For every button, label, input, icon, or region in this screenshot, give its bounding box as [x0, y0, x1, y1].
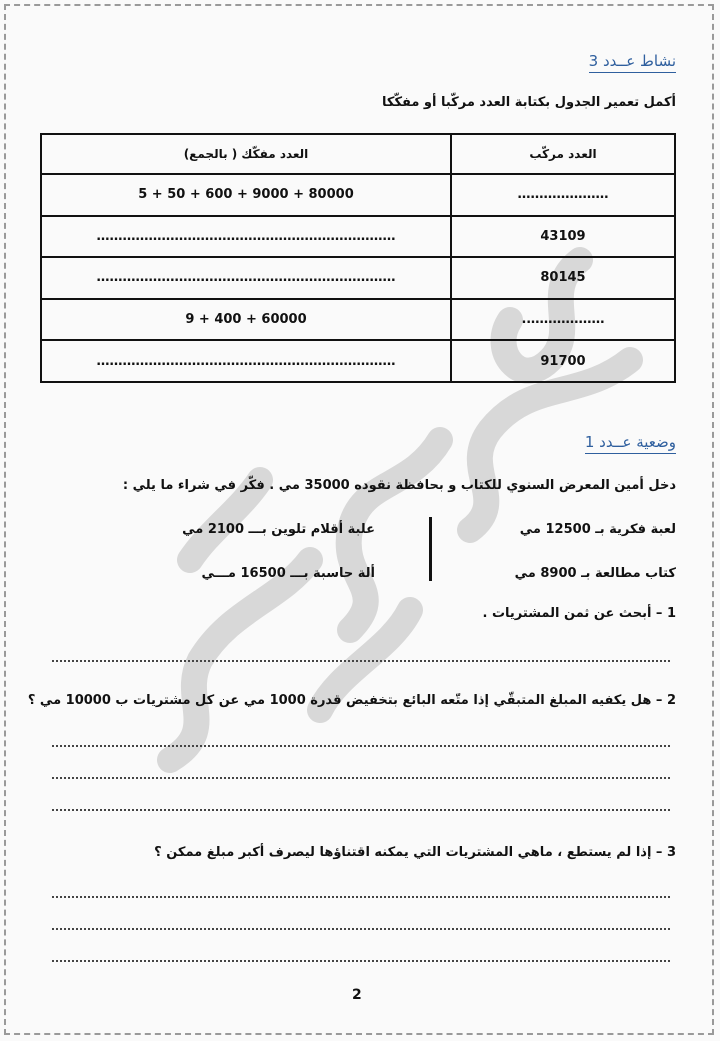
item-puzzle-game: لعبة فكرية بـ 12500 مي	[519, 522, 676, 537]
situation-title: وضعية عــدد 1	[585, 433, 676, 451]
activity-title: نشاط عــدد 3	[589, 52, 676, 70]
table-row	[41, 257, 675, 299]
items-divider	[429, 517, 432, 581]
table-row	[41, 174, 675, 216]
cell-decomposed[interactable]: ……………………………………………………………	[41, 340, 451, 382]
activity-instruction: أكمل تعمير الجدول بكتابة العدد مركّبا أو مفكّكا	[382, 95, 676, 110]
item-reading-book: كتاب مطالعة بـ 8900 مي	[514, 566, 676, 581]
cell-composed[interactable]: ……………….	[451, 299, 675, 341]
question-1: 1 – أبحث عن ثمن المشتريات .	[482, 606, 676, 621]
header-composed: العدد مركّب	[451, 134, 675, 174]
answer-line-3c[interactable]	[52, 960, 670, 962]
cell-composed[interactable]: …………………	[451, 174, 675, 216]
question-2: 2 – هل يكفيه المبلغ المتبقّي إذا متّعه البائع بتخفيض قدرة 1000 مي عن كل مشتريات ب 10000 مي ؟	[27, 693, 676, 708]
cell-decomposed: 60000 + 400 + 9	[41, 299, 451, 341]
cell-composed: 43109	[451, 216, 675, 258]
cell-composed: 91700	[451, 340, 675, 382]
number-table	[40, 133, 676, 383]
answer-line-3b[interactable]	[52, 928, 670, 930]
item-calculator: ألة حاسبة بـــ 16500 مـــي	[201, 566, 375, 581]
question-3: 3 – إذا لم يستطع ، ماهي المشتريات التي يمكنه اقتناؤها ليصرف أكبر مبلغ ممكن ؟	[154, 845, 676, 860]
cell-decomposed[interactable]: ……………………………………………………………	[41, 257, 451, 299]
answer-line-3a[interactable]	[52, 896, 670, 898]
page-number: 2	[352, 987, 362, 1003]
answer-line-2a[interactable]	[52, 745, 670, 747]
cell-decomposed: 80000 + 9000 + 600 + 50 + 5	[41, 174, 451, 216]
header-decomposed: العدد مفكّك ( بالجمع)	[41, 134, 451, 174]
item-color-pencils: علبة أقلام تلوين بـــ 2100 مي	[182, 522, 375, 537]
answer-line-2c[interactable]	[52, 809, 670, 811]
answer-line-2b[interactable]	[52, 777, 670, 779]
situation-intro: دخل أمين المعرض السنوي للكتاب و بحافظة نقوده 35000 مي . فكّر في شراء ما يلي :	[122, 478, 676, 493]
answer-line-1[interactable]	[52, 660, 670, 662]
table-row	[41, 216, 675, 258]
table-row	[41, 340, 675, 382]
table-header-row	[41, 134, 675, 174]
cell-composed: 80145	[451, 257, 675, 299]
table-row	[41, 299, 675, 341]
cell-decomposed[interactable]: ……………………………………………………………	[41, 216, 451, 258]
